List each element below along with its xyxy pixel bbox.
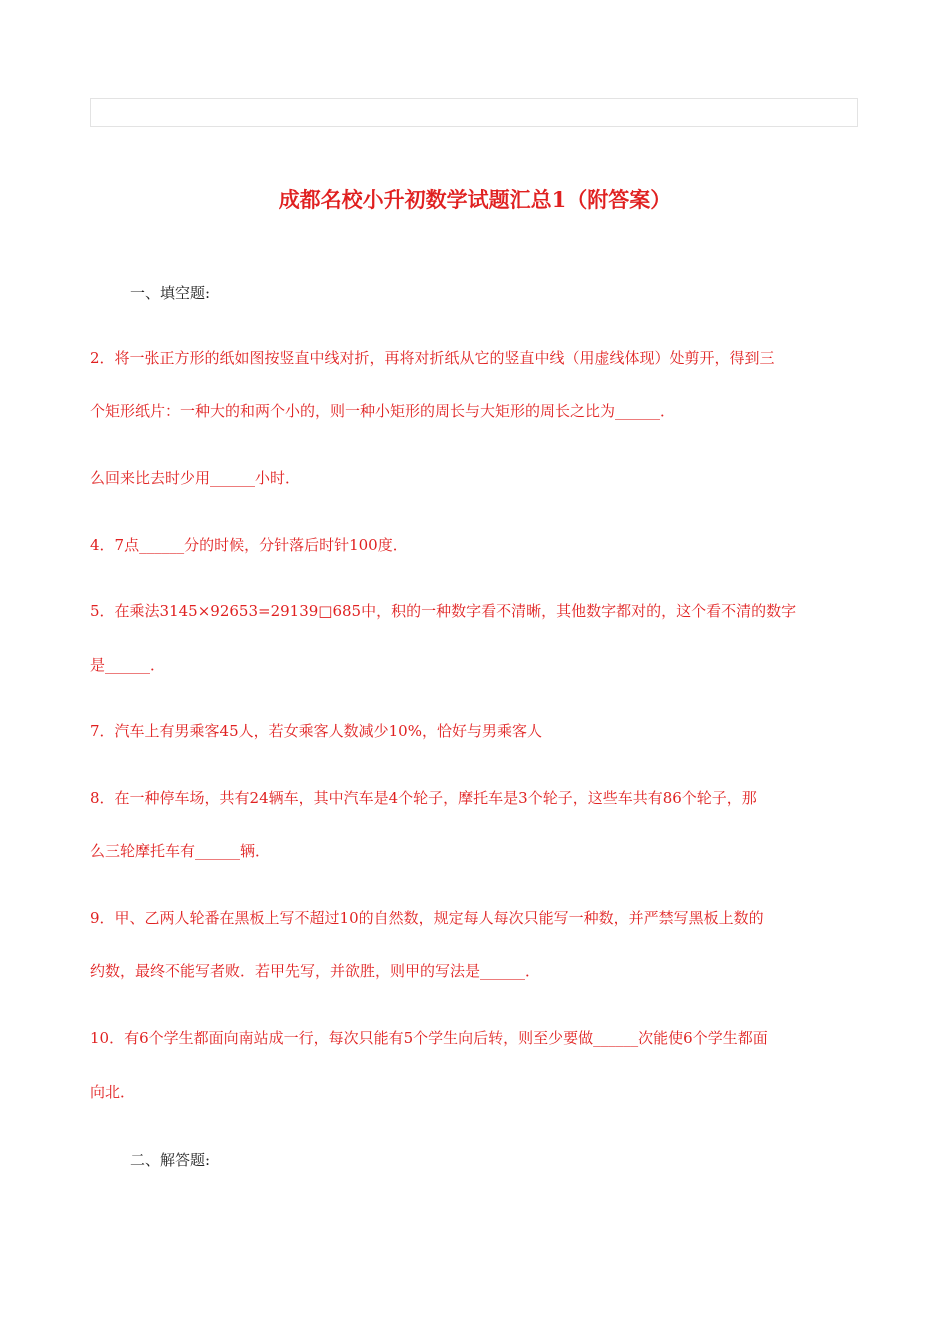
question-line: 7．汽车上有男乘客45人，若女乘客人数减少10%，恰好与男乘客人 (90, 722, 542, 740)
question-line: 5．在乘法3145×92653=29139□685中，积的一种数字看不清晰，其他数字都对的，这个看不清的数字 (90, 602, 797, 620)
question-line: 8．在一种停车场，共有24辆车，其中汽车是4个轮子，摩托车是3个轮子，这些车共有86个轮子，那 (90, 789, 757, 807)
question-line: 是______． (90, 656, 166, 674)
question-line: 10．有6个学生都面向南站成一行，每次只能有5个学生向后转，则至少要做______次能使6个学生都面 (90, 1029, 768, 1047)
question-line: 向北． (90, 1083, 136, 1101)
section-heading-answer: 二、解答题: (130, 1151, 211, 1169)
question-line: 2．将一张正方形的纸如图按竖直中线对折，再将对折纸从它的竖直中线（用虚线体现）处剪开，得到三 (90, 349, 775, 367)
section-heading-fill: 一、填空题: (130, 284, 211, 302)
question-line: 个矩形纸片：一种大的和两个小的，则一种小矩形的周长与大矩形的周长之比为______． (90, 402, 676, 420)
question-line: 约数，最终不能写者败．若甲先写，并欲胜，则甲的写法是______． (90, 962, 541, 980)
header-box (90, 98, 858, 127)
question-line: 9．甲、乙两人轮番在黑板上写不超过10的自然数，规定每人每次只能写一种数，并严禁写黑板上数的 (90, 909, 764, 927)
question-line: 么三轮摩托车有______辆． (90, 842, 271, 860)
question-line: 么回来比去时少用______小时． (90, 469, 301, 487)
question-line: 4．7点______分的时候，分针落后时针100度． (90, 536, 408, 554)
document-title: 成都名校小升初数学试题汇总1（附答案） (278, 187, 672, 212)
